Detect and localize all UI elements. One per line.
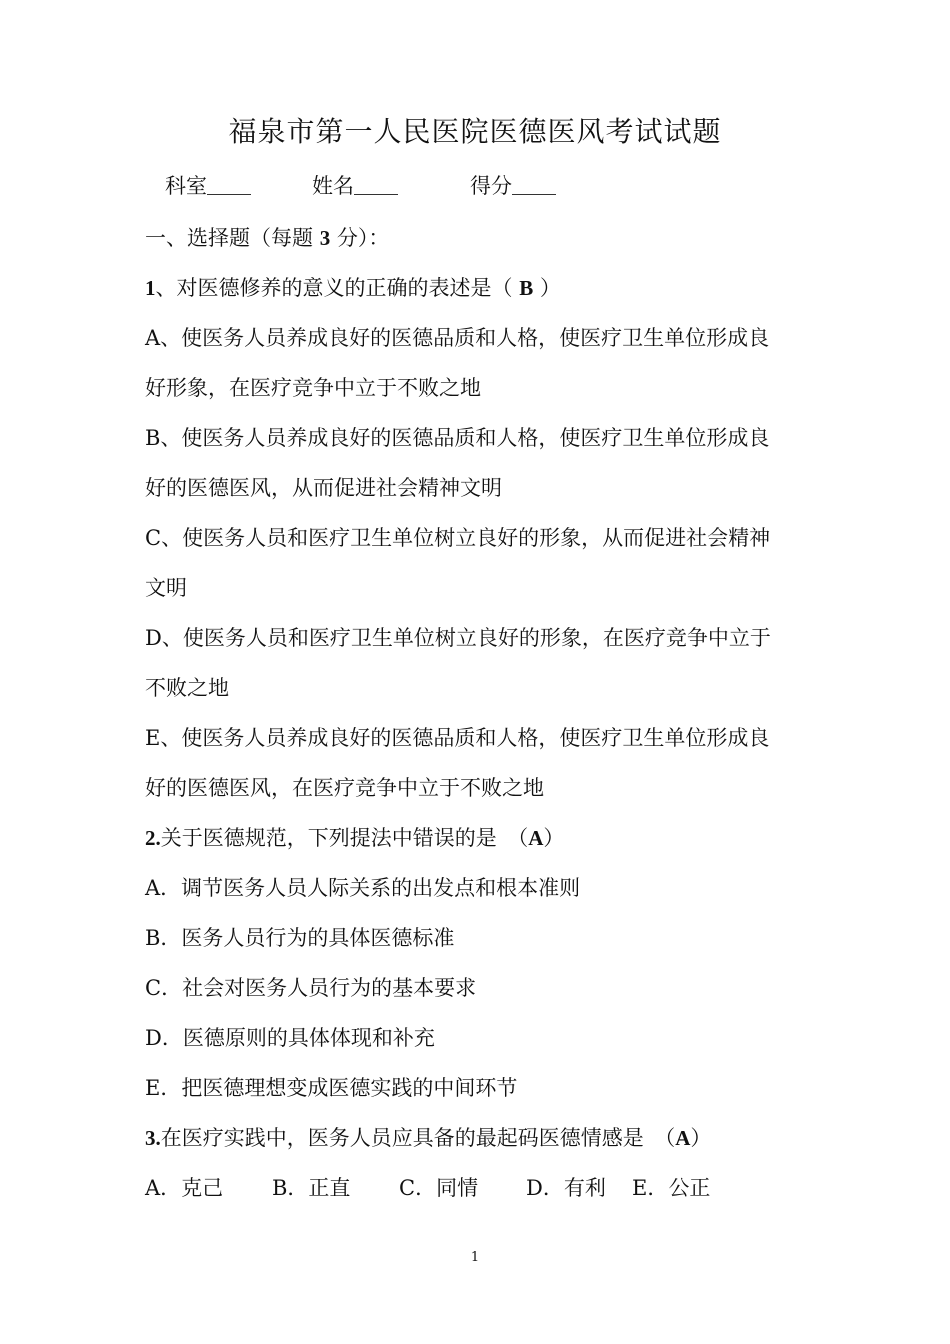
question-text: 在医疗实践中，医务人员应具备的最起码医德情感是 （ [160,1126,676,1150]
answer-close: ） [533,276,561,300]
q2-option-b: B．医务人员行为的具体医德标准 [145,926,455,950]
q3-option-c: C．同情 [399,1176,479,1200]
q1-option-d-line2: 不败之地 [145,676,229,700]
q1-option-b-line2: 好的医德医风，从而促进社会精神文明 [145,476,502,500]
section-prefix: 一、选择题（每题 [145,226,320,250]
name-blank[interactable] [354,174,398,195]
q1-option-a-line2: 好形象，在医疗竞争中立于不败之地 [145,376,481,400]
q1-option-c-line1: C、使医务人员和医疗卫生单位树立良好的形象，从而促进社会精神 [145,526,771,550]
q1-option-d-line1: D、使医务人员和医疗卫生单位树立良好的形象，在医疗竞争中立于 [145,626,771,650]
q2-option-e: E．把医德理想变成医德实践的中间环节 [145,1076,518,1100]
name-label: 姓名 [312,174,354,198]
q3-options-row [145,1172,710,1202]
q2-option-a: A．调节医务人员人际关系的出发点和根本准则 [145,876,581,900]
name-field [312,170,398,200]
answer: A [675,1126,691,1150]
section-heading [145,222,389,252]
q1-option-e-line1: E、使医务人员养成良好的医德品质和人格，使医疗卫生单位形成良 [145,726,770,750]
q1-option-e-line2: 好的医德医风，在医疗竞争中立于不败之地 [145,776,544,800]
question-2 [145,822,564,852]
q3-option-a: A．克己 [145,1176,224,1200]
page-number: 1 [470,1250,480,1265]
question-3 [145,1122,711,1152]
question-1 [145,272,561,302]
dept-field [165,170,251,200]
answer: A [528,826,544,850]
question-number: 1 [145,276,156,300]
answer-close: ） [543,826,565,850]
q1-option-a-line1: A、使医务人员养成良好的医德品质和人格，使医疗卫生单位形成良 [145,326,770,350]
q2-option-d: D．医德原则的具体体现和补充 [145,1026,435,1050]
dept-label: 科室 [165,174,207,198]
q3-option-b: B．正直 [272,1176,351,1200]
page-title: 福泉市第一人民医院医德医风考试试题 [228,115,722,148]
answer: B [519,276,534,300]
answer-close: ） [690,1126,712,1150]
q2-option-c: C．社会对医务人员行为的基本要求 [145,976,477,1000]
q3-option-e: E．公正 [632,1176,711,1200]
score-label: 得分 [470,174,512,198]
section-points: 3 [319,226,331,250]
q3-option-d: D．有利 [526,1176,606,1200]
section-suffix: 分）： [330,226,390,250]
q1-option-b-line1: B、使医务人员养成良好的医德品质和人格，使医疗卫生单位形成良 [145,426,770,450]
dept-blank[interactable] [207,174,251,195]
question-number: 3. [145,1126,161,1150]
score-field [470,170,556,200]
question-number: 2. [145,826,161,850]
score-blank[interactable] [512,174,556,195]
q1-option-c-line2: 文明 [145,576,187,600]
question-text: 、对医德修养的意义的正确的表述是（ [155,276,520,300]
question-text: 关于医德规范，下列提法中错误的是 （ [160,826,529,850]
